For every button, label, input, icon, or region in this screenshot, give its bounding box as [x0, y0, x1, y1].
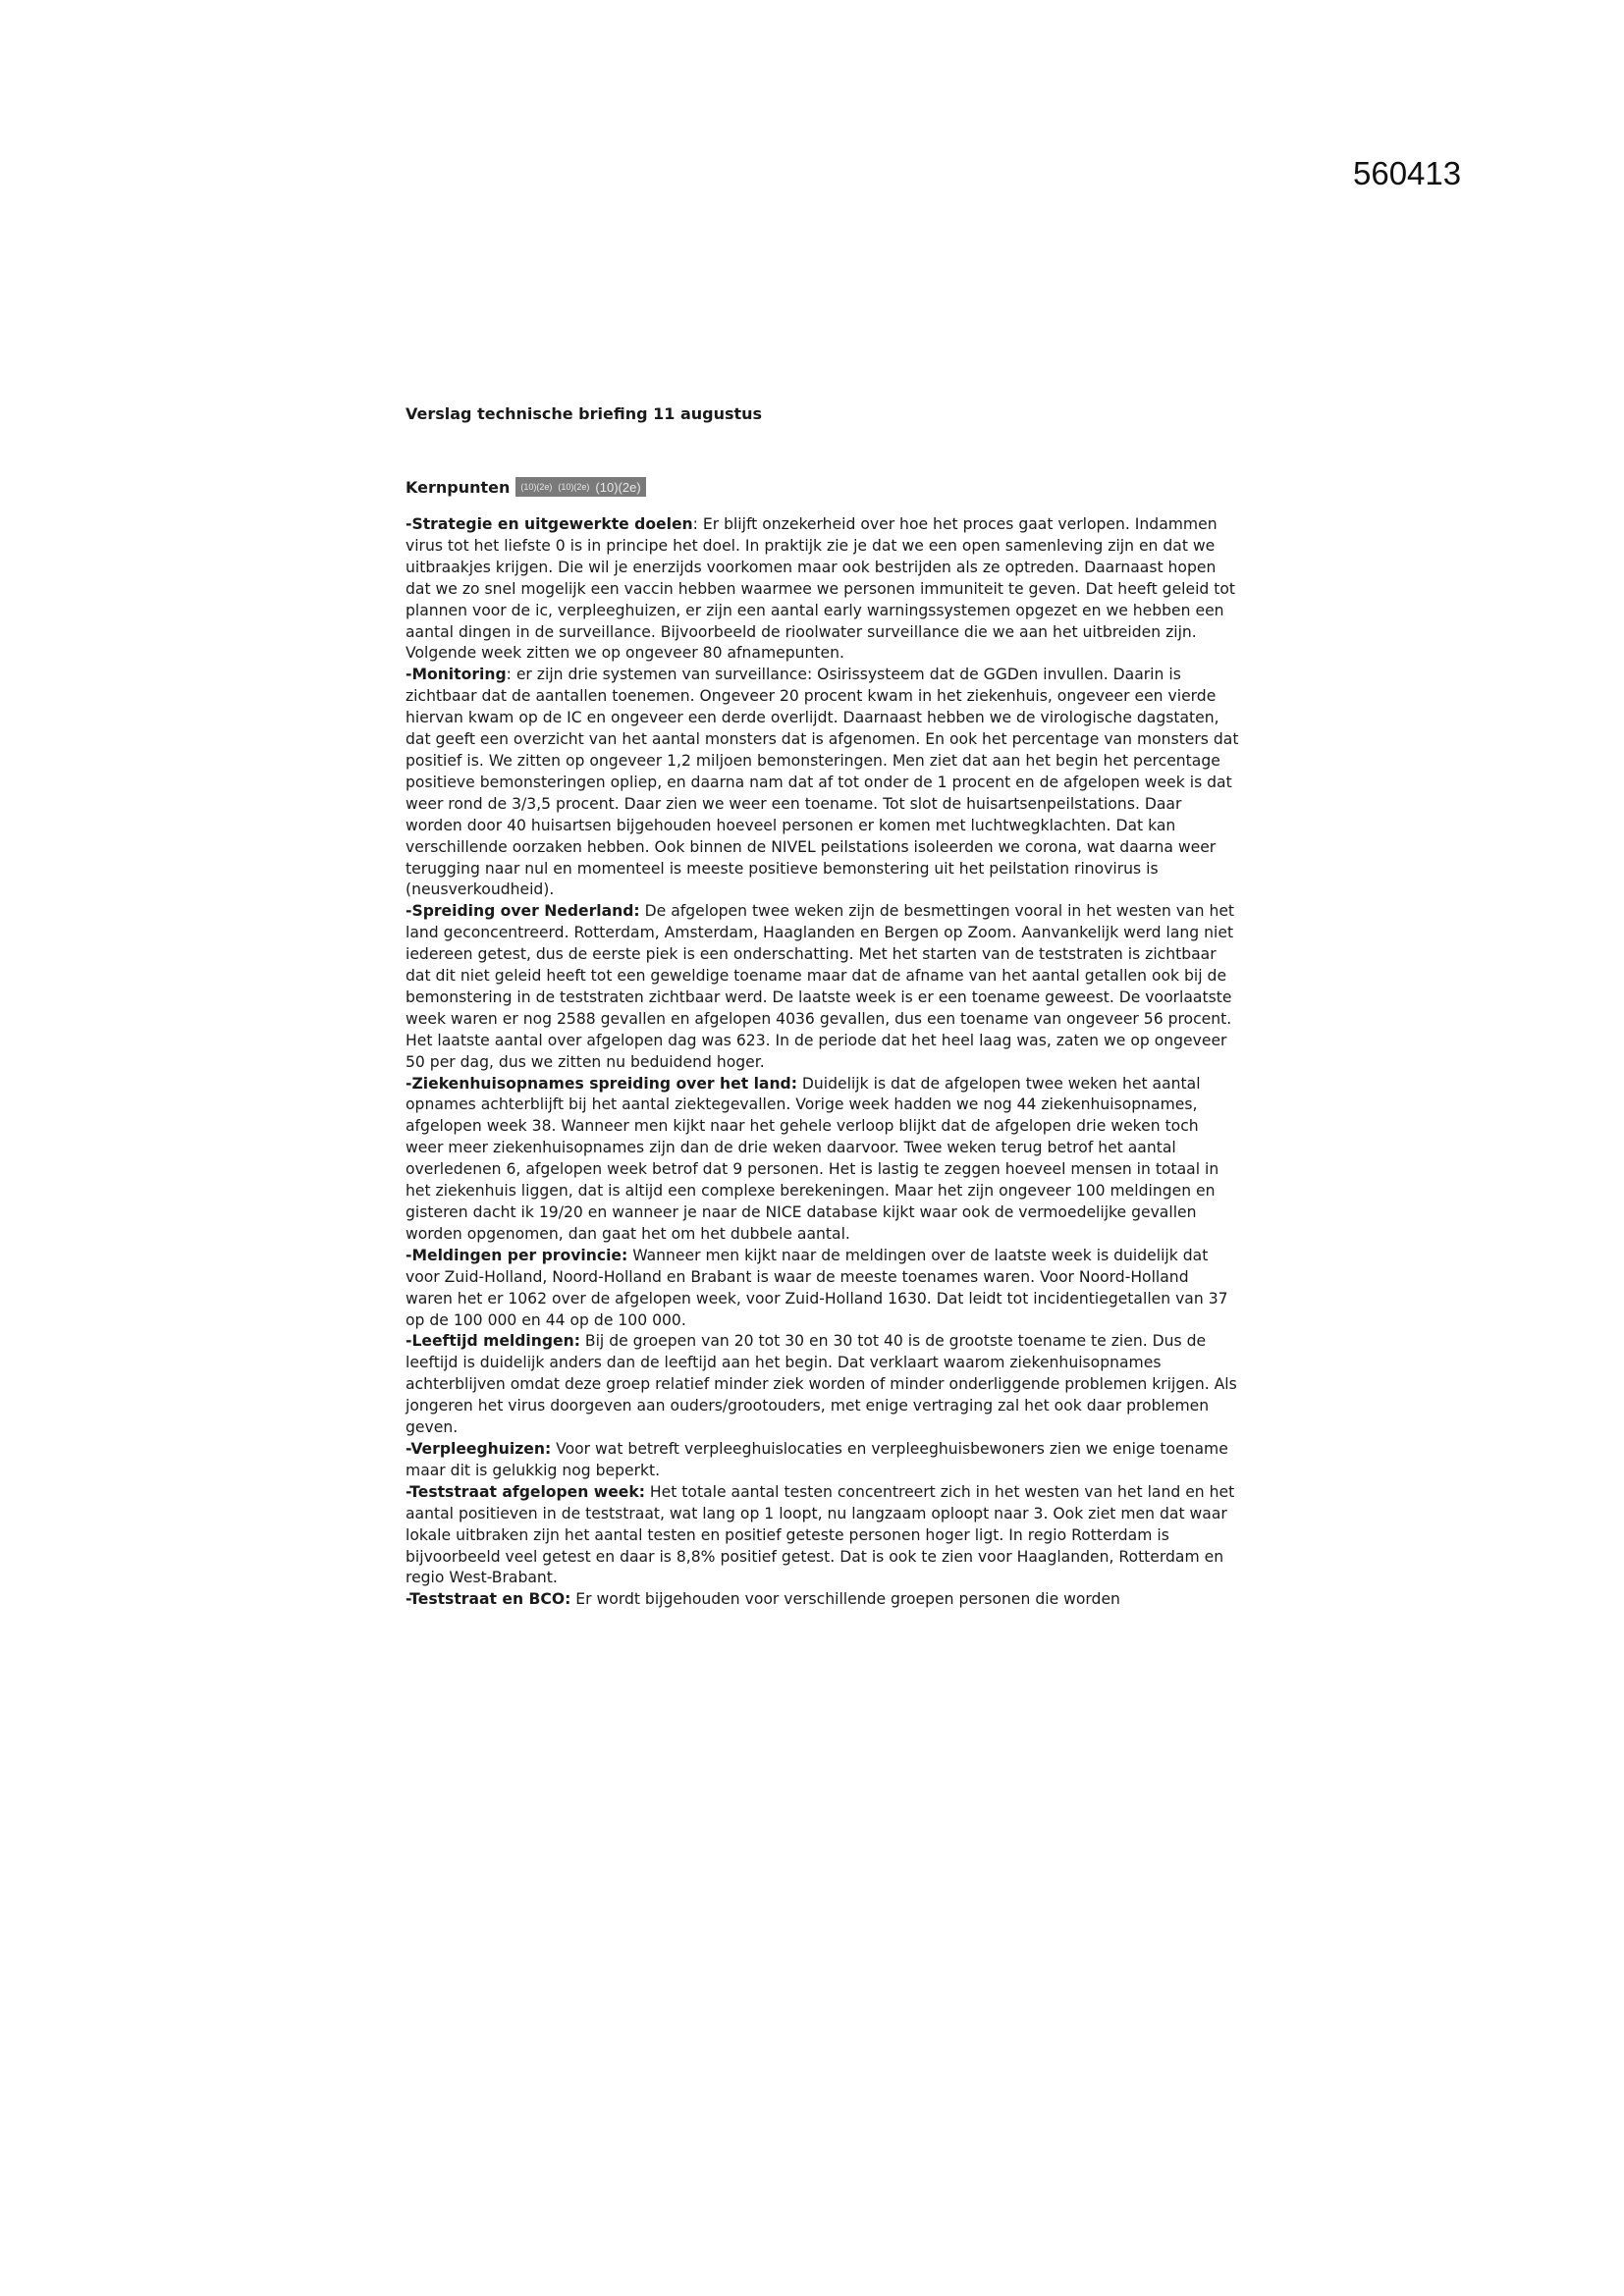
- section-heading: -Ziekenhuisopnames spreiding over het land:: [406, 1074, 797, 1093]
- section-meldingen-provincie: [406, 1246, 1240, 1332]
- section-heading: -Meldingen per provincie:: [406, 1246, 628, 1264]
- page-number: 560413: [1353, 155, 1462, 191]
- section-text: Voor wat betreft verpleeghuislocaties en verpleeghuisbewoners zien we enige toename maar dit is gelukkig nog beperkt.: [406, 1439, 1228, 1479]
- section-text: : Er blijft onzekerheid over hoe het proces gaat verlopen. Indammen virus tot het liefste 0 is in principe het doel. In praktijk zie je dat we een open samenleving zijn en dat we uitbraakjes krijgen. Die wil je enerzijds voorkomen maar ook bestrijden als ze optreden. Daarnaast hopen dat we zo snel mogelijk een vaccin hebben waarmee we personen immuniteit te geven. Dat heeft geleid tot plannen voor de ic, verpleeghuizen, er zijn een aantal early warningssystemen opgezet en we hebben een aantal dingen in de surveillance. Bijvoorbeeld de rioolwater surveillance die we aan het uitbreiden zijn. Volgende week zitten we op ongeveer 80 afnamepunten.: [406, 515, 1236, 663]
- section-text: De afgelopen twee weken zijn de besmettingen vooral in het westen van het land geconcentreerd. Rotterdam, Amsterdam, Haaglanden en Bergen op Zoom. Aanvankelijk werd lang niet iedereen getest, dus de eerste piek is een onderschatting. Met het starten van de teststraten is zichtbaar dat dit niet geleid heeft tot een geweldige toename maar dat de afname van het aantal getallen ook bij de bemonstering in de teststraten zichtbaar werd. De laatste week is er een toename geweest. De voorlaatste week waren er nog 2588 gevallen en afgelopen 4036 gevallen, dus een toename van ongeveer 56 procent. Het laatste aantal over afgelopen dag was 623. In de periode dat het heel laag was, zaten we op ongeveer 50 per dag, dus we zitten nu beduidend hoger.: [406, 902, 1235, 1071]
- section-verpleeghuizen: [406, 1439, 1240, 1482]
- section-leeftijd: [406, 1331, 1240, 1439]
- section-text: : er zijn drie systemen van surveillance: Osirissysteem dat de GGDen invullen. Daarin is zichtbaar dat de aantallen toenemen. Ongeveer 20 procent kwam in het ziekenhuis, ongeveer een vierde hiervan kwam op de IC en ongeveer een derde overlijdt. Daarnaast hebben we de virologische dagstaten, dat geeft een overzicht van het aantal monsters dat is afgenomen. En ook het percentage van monsters dat positief is. We zitten op ongeveer 1,2 miljoen bemonsteringen. Men ziet dat aan het begin het percentage positieve bemonsteringen opliep, en daarna nam dat af tot onder de 1 procent en de afgelopen week is dat weer rond de 3/3,5 procent. Daar zien we weer een toename. Tot slot de huisartsenpeilstations. Daar worden door 40 huisartsen bijgehouden hoeveel personen er komen met luchtwegklachten. Dat kan verschillende oorzaken hebben. Ook binnen de NIVEL peilstations isoleerden we corona, wat daarna weer terugging naar nul en momenteel is meeste positieve bemonstering uit het peilstation rinovirus is (neusverkoudheid).: [406, 666, 1239, 899]
- redaction-code: (10)(2e): [520, 482, 553, 492]
- section-teststraat: [406, 1482, 1240, 1590]
- section-text: Het totale aantal testen concentreert zich in het westen van het land en het aantal positieven in de teststraat, wat lang op 1 loopt, nu langzaam oploopt naar 3. Ook ziet men dat waar lokale uitbraken zijn het aantal testen en positief geteste personen hoger ligt. In regio Rotterdam is bijvoorbeeld veel getest en daar is 8,8% positief getest. Dat is ook te zien voor Haaglanden, Rotterdam en regio West-Brabant.: [406, 1482, 1235, 1587]
- section-teststraat-bco: [406, 1589, 1240, 1611]
- section-heading: -Teststraat afgelopen week:: [406, 1482, 645, 1501]
- document-title: Verslag technische briefing 11 augustus: [406, 404, 763, 423]
- section-text: Duidelijk is dat de afgelopen twee weken het aantal opnames achterblijft bij het aantal ziektegevallen. Vorige week hadden we nog 44 ziekenhuisopnames, afgelopen week 38. Wanneer men kijkt naar het gehele verloop blijkt dat de afgelopen drie weken toch weer meer ziekenhuisopnames zijn dan de drie weken daarvoor. Twee weken terug betrof het aantal overledenen 6, afgelopen week betrof dat 9 personen. Het is lastig te zeggen hoeveel mensen in totaal in het ziekenhuis liggen, dat is altijd een complexe berekeningen. Maar het zijn ongeveer 100 meldingen en gisteren dacht ik 19/20 en wanneer je naar de NICE database kijkt waar ook de vermoedelijke gevallen worden opgenomen, dan gaat het om het dubbele aantal.: [406, 1074, 1219, 1243]
- section-ziekenhuisopnames: [406, 1074, 1240, 1246]
- section-monitoring: [406, 665, 1240, 901]
- section-spreiding: [406, 901, 1240, 1073]
- section-text: Wanneer men kijkt naar de meldingen over de laatste week is duidelijk dat voor Zuid-Holland, Noord-Holland en Brabant is waar de meeste toenames waren. Voor Noord-Holland waren het er 1062 over de afgelopen week, voor Zuid-Holland 1630. Dat leidt tot incidentiegetallen van 37 op de 100 000 en 44 op de 100 000.: [406, 1246, 1228, 1329]
- section-heading: -Strategie en uitgewerkte doelen: [406, 515, 693, 533]
- section-heading: -Leeftijd meldingen:: [406, 1332, 580, 1351]
- section-heading: -Verpleeghuizen:: [406, 1439, 552, 1458]
- redaction-code: (10)(2e): [595, 479, 641, 495]
- redaction-code: (10)(2e): [558, 482, 590, 492]
- section-strategie: [406, 514, 1240, 665]
- section-text: Bij de groepen van 20 tot 30 en 30 tot 40 is de grootste toename te zien. Dus de leeftijd is duidelijk anders dan de leeftijd aan het begin. Dat verklaart waarom ziekenhuisopnames achterblijven omdat deze groep relatief minder ziek worden of minder onderliggende problemen krijgen. Als jongeren het virus doorgeven aan ouders/grootouders, met enige vertraging zal het ook daar problemen geven.: [406, 1332, 1237, 1437]
- kernpunten-heading: [406, 477, 646, 497]
- section-heading: -Monitoring: [406, 666, 507, 684]
- document-body: [406, 514, 1240, 1611]
- section-text: Er wordt bijgehouden voor verschillende groepen personen die worden: [570, 1590, 1120, 1609]
- redaction-block: [515, 477, 645, 497]
- section-heading: -Teststraat en BCO:: [406, 1590, 571, 1609]
- kernpunten-label: Kernpunten: [406, 477, 511, 497]
- section-heading: -Spreiding over Nederland:: [406, 902, 640, 921]
